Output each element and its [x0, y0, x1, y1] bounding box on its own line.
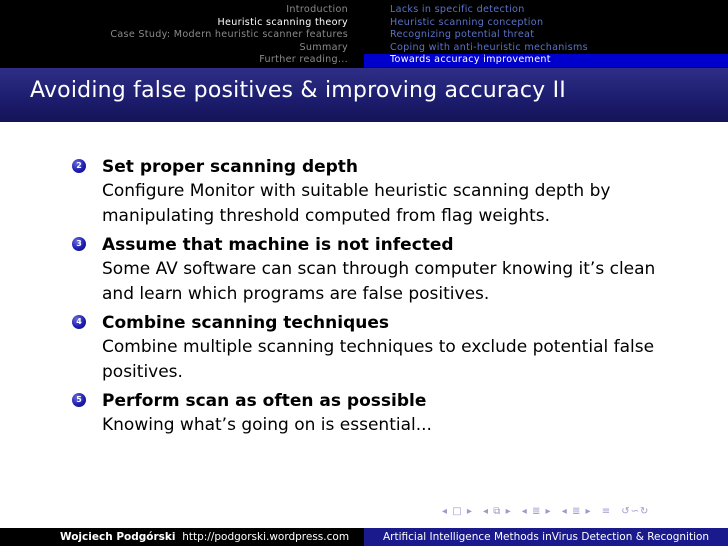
frame-nav-icon[interactable]: ◂ □ ▸	[442, 506, 473, 517]
beamer-navigation-symbols	[442, 506, 722, 522]
item-body: Configure Monitor with suitable heuristic scanning depth by manipulating threshold computed from flag weights.	[102, 181, 611, 226]
footer-author: Wojciech Podgórski	[60, 531, 176, 543]
item-title: Set proper scanning depth	[102, 157, 359, 177]
footline	[0, 528, 728, 546]
nav-subsection-coping[interactable]: Coping with anti-heuristic mechanisms	[390, 41, 588, 53]
item-number-ball: 2	[72, 159, 86, 173]
headline-bar	[0, 0, 728, 68]
item-title: Assume that machine is not infected	[102, 235, 454, 255]
nav-subsection-recognizing[interactable]: Recognizing potential threat	[390, 29, 535, 41]
subsection-navigation	[364, 0, 728, 68]
item-number-ball: 5	[72, 393, 86, 407]
search-back-forward-icon[interactable]: ↺∽↻	[621, 506, 650, 517]
nav-section-case-study[interactable]: Case Study: Modern heuristic scanner features	[110, 29, 348, 41]
nav-subsection-lacks[interactable]: Lacks in specific detection	[390, 4, 525, 15]
list-item	[72, 233, 692, 307]
document-nav-icon[interactable]: ◂ ≣ ▸	[561, 506, 592, 517]
section-nav-icon[interactable]: ◂ ≣ ▸	[521, 506, 552, 517]
appendix-nav-icon[interactable]: ≡	[601, 506, 612, 517]
item-body: Combine multiple scanning techniques to exclude potential false positives.	[102, 337, 655, 382]
nav-section-heuristic-scanning-theory[interactable]: Heuristic scanning theory	[217, 16, 348, 28]
subsection-nav-icon[interactable]: ◂ ⧉ ▸	[483, 506, 512, 517]
item-body: Knowing what’s going on is essential...	[102, 415, 432, 435]
item-body: Some AV software can scan through computer knowing it’s clean and learn which programs are false positives.	[102, 259, 656, 304]
frame-title: Avoiding false positives & improving accuracy II	[30, 78, 566, 103]
nav-section-summary[interactable]: Summary	[299, 41, 348, 53]
list-item	[72, 389, 692, 438]
footer-url[interactable]: http://podgorski.wordpress.com	[182, 531, 350, 543]
item-title: Perform scan as often as possible	[102, 391, 427, 411]
item-number-ball: 3	[72, 237, 86, 251]
footer-talk-title: Artificial Intelligence Methods inVirus Detection & Recognition	[383, 531, 710, 543]
section-navigation	[0, 0, 364, 68]
nav-section-introduction[interactable]: Introduction	[286, 4, 348, 15]
footer-author-box	[0, 528, 364, 546]
item-title: Combine scanning techniques	[102, 313, 389, 333]
list-item	[72, 155, 692, 229]
nav-section-further-reading[interactable]: Further reading...	[259, 54, 348, 66]
enumeration-list	[72, 155, 692, 442]
frame-title-bar	[0, 68, 728, 122]
item-number-ball: 4	[72, 315, 86, 329]
nav-subsection-conception[interactable]: Heuristic scanning conception	[390, 16, 544, 28]
nav-subsection-accuracy[interactable]: Towards accuracy improvement	[364, 54, 728, 67]
footer-title-box	[364, 528, 728, 546]
list-item	[72, 311, 692, 385]
